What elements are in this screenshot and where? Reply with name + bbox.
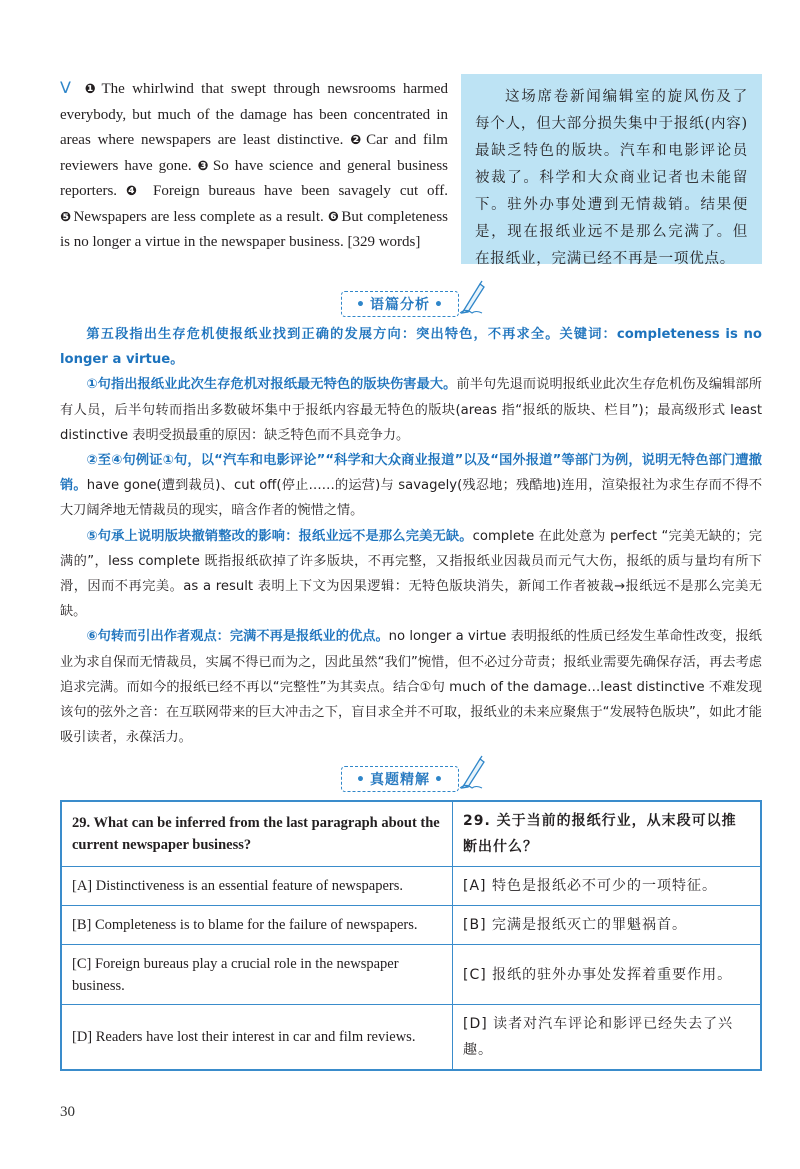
sentence-number: ❻ [327, 209, 340, 225]
analysis-text: complete 在此处意为 perfect “完美无缺的；完满的”，less complete 既指报纸砍掉了许多版块，不再完整，又指报纸业因裁员而元气大伤，报纸的质与量均有所下滑，因而不再完美。as a result 表明上下文为因果逻辑：无特色版块消失，新闻工作者被裁→报纸远不是那么完美无缺。 [60, 528, 762, 620]
translation-box [461, 74, 762, 267]
option-en: [A] Distinctiveness is an essential feature of newspapers. [61, 867, 453, 906]
passage-paragraph [60, 76, 448, 256]
section-badge: • 语篇分析 • [341, 291, 459, 317]
option-en: [C] Foreign bureaus play a crucial role in the newspaper business. [61, 945, 453, 1005]
sentence-number: ❷ [350, 133, 365, 148]
option-row [61, 945, 761, 1005]
sentence-text: Car and film reviewers have gone. [60, 132, 448, 174]
sentence-text: But completeness is no longer a virtue in the newspaper business. [60, 208, 449, 250]
section-heading-analysis [0, 291, 800, 321]
option-en: [D] Readers have lost their interest in car and film reviews. [61, 1005, 453, 1071]
question-row [61, 801, 761, 867]
sentence-text: Newspapers are less complete as a result. [73, 208, 328, 225]
option-row [61, 906, 761, 945]
sentence-number: ❸ [197, 158, 211, 174]
analysis-key-point: ②至④句例证①句，以“汽车和电影评论”“科学和大众商业报道”以及“国外报道”等部门为例，说明无特色部门遭撤销。 [60, 453, 762, 494]
section-title: 语篇分析 [370, 297, 430, 313]
option-zh: [C] 报纸的驻外办事处发挥着重要作用。 [453, 945, 762, 1005]
section-title: 真题精解 [370, 772, 430, 788]
analysis-key-point: ⑥句转而引出作者观点：完满不再是报纸业的优点。 [86, 629, 389, 645]
analysis-section [60, 322, 762, 750]
question-en: 29. What can be inferred from the last paragraph about the current newspaper business? [61, 801, 453, 867]
analysis-text: 前半句先退而说明报纸业此次生存危机伤及编辑部所有人员，后半句转而指出多数破坏集中于报纸内容最无特色的版块(areas 指“报纸的版块、栏目”)；最高级形式 least distinctive 表明受损最重的原因：缺乏特色而不具竞争力。 [60, 377, 762, 443]
question-table [60, 800, 762, 1071]
option-en: [B] Completeness is to blame for the failure of newspapers. [61, 906, 453, 945]
sentence-text: So have science and general business reporters. [60, 157, 448, 199]
section-heading-questions [0, 766, 800, 796]
analysis-paragraph [60, 524, 762, 625]
page-number: 30 [60, 1104, 75, 1120]
sentence-number: ❺ [60, 209, 72, 225]
translation-text: 这场席卷新闻编辑室的旋风伤及了每个人，但大部分损失集中于报纸(内容)最缺乏特色的版块。汽车和电影评论员被裁了。科学和大众商业记者也未能留下。驻外办事处遭到无情裁销。结果便是，现在报纸业远不是那么完满了。但在报纸业，完满已经不再是一项优点。 [475, 89, 749, 267]
analysis-key-point: ①句指出报纸业此次生存危机对报纸最无特色的版块伤害最大。 [86, 377, 457, 393]
analysis-paragraph [60, 624, 762, 750]
option-zh: [A] 特色是报纸必不可少的一项特征。 [453, 867, 762, 906]
analysis-paragraph [60, 322, 762, 372]
paragraph-roman-numeral: Ⅴ [60, 80, 75, 97]
pen-icon [458, 280, 488, 314]
word-count: [329 words] [347, 234, 421, 250]
option-zh: [B] 完满是报纸灭亡的罪魁祸首。 [453, 906, 762, 945]
analysis-text: have gone(遭到裁员)、cut off(停止……的运营)与 savagely(残忍地；残酷地)连用，渲染报社为求生存而不得不大刀阔斧地无情裁员的现实，暗含作者的惋惜之情。 [60, 478, 763, 519]
sentence-text: The whirlwind that swept through newsrooms harmed everybody, but much of the damage has been concentrated in areas where newspapers are least distinctive. [60, 81, 448, 148]
question-zh: 29. 关于当前的报纸行业，从末段可以推断出什么？ [453, 801, 762, 867]
sentence-text: Foreign bureaus have been savagely cut off. [144, 183, 448, 199]
analysis-paragraph [60, 448, 762, 524]
option-row [61, 867, 761, 906]
analysis-text: no longer a virtue 表明报纸的性质已经发生革命性改变，报纸业为求自保而无情裁员，实属不得已而为之，因此虽然“我们”惋惜，但不必过分苛责；报纸业需要先确保存活，再去考虑追求完满。而如今的报纸已经不再以“完整性”为其卖点。结合①句 much of the damage…least distinctive 不难发现该句的弦外之音：在互联网带来的巨大冲击之下，盲目求全并不可取，报纸业的未来应聚焦于“发展特色版块”，如此才能吸引读者，永葆活力。 [60, 629, 762, 746]
analysis-key-point: 第五段指出生存危机使报纸业找到正确的发展方向：突出特色，不再求全。关键词：completeness is no longer a virtue。 [60, 327, 762, 368]
pen-icon [458, 755, 488, 789]
section-badge: • 真题精解 • [341, 766, 459, 792]
option-row [61, 1005, 761, 1071]
sentence-number: ❶ [84, 82, 100, 97]
analysis-key-point: ⑤句承上说明版块撤销整改的影响：报纸业远不是那么完美无缺。 [86, 528, 473, 544]
sentence-number: ❹ [125, 184, 143, 199]
analysis-paragraph [60, 372, 762, 448]
option-zh: [D] 读者对汽车评论和影评已经失去了兴趣。 [453, 1005, 762, 1071]
